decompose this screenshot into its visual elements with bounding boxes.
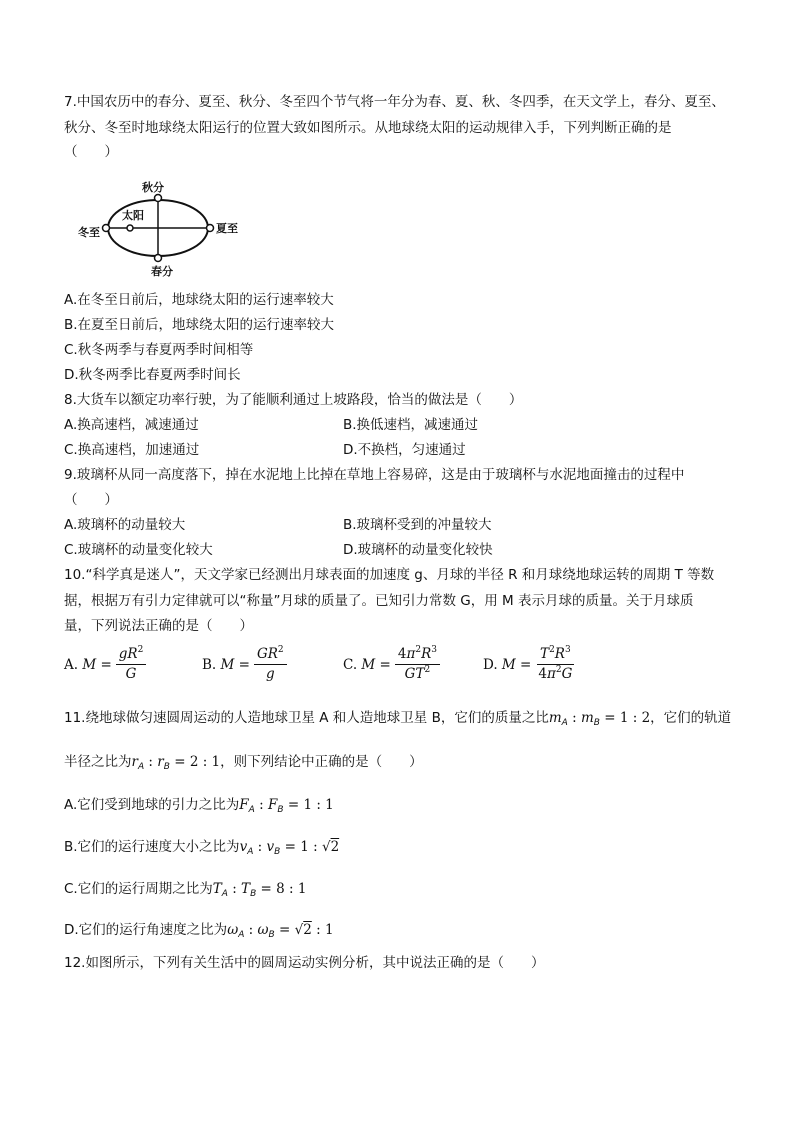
q11-stem-line1-text: 11.绕地球做匀速圆周运动的人造地球卫星 A 和人造地球卫星 B，它们的质量之比 [64,710,549,726]
q12-stem: 12.如图所示，下列有关生活中的圆周运动实例分析，其中说法正确的是（ ） [64,955,545,971]
q7-stem-line1: 7.中国农历中的春分、夏至、秋分、冬至四个节气将一年分为春、夏、秋、冬四季，在天文学上，春分、夏至、 [64,94,725,110]
orbit-svg [70,178,270,278]
q11-stem-line1-tail: ，它们的轨道 [650,710,732,726]
label-sun: 太阳 [122,209,144,222]
q10-a-fraction: $\frac{gR^2}{G}$ [116,646,147,683]
label-summer: 夏至 [216,222,238,235]
q10-stem-line3: 量，下列说法正确的是（ ） [64,618,253,634]
q8-stem: 8.大货车以额定功率行驶，为了能顺利通过上坡路段，恰当的做法是（ ） [64,392,523,408]
q10-d-label: D. [483,656,498,673]
q11-d-text: D.它们的运行角速度之比为 [64,922,228,938]
label-winter: 冬至 [78,226,100,239]
q11-stem-line2: 半径之比为$r_A$ : $r_B = 2$ : 1，则下列结论中正确的是（ ） [64,754,423,772]
q10-b-fraction: $\frac{GR^2}{g}$ [254,646,287,683]
earth-autumn-equinox [155,195,162,202]
earth-spring-equinox [155,255,162,262]
q11-stem-line2-tail: ，则下列结论中正确的是（ ） [220,754,423,770]
label-autumn: 秋分 [142,181,164,194]
q10-b-label: B. [202,656,217,673]
q10-d-fraction: $\frac{T^2R^3}{4\pi^2G}$ [538,645,573,682]
q8-option-b: B.换低速档，减速通过 [343,417,479,433]
q7-option-c: C.秋冬两季与春夏两季时间相等 [64,342,254,358]
q10-stem-line1: 10.“科学真是迷人”，天文学家已经测出月球表面的加速度 g、月球的半径 R 和月球绕地球运转的周期 T 等数 [64,567,715,583]
q7-option-b: B.在夏至日前后，地球绕太阳的运行速率较大 [64,317,335,333]
q7-stem-line2: 秋分、冬至时地球绕太阳运行的位置大致如图所示。从地球绕太阳的运动规律入手，下列判断正确的是 [64,120,672,136]
q11-a-text: A.它们受到地球的引力之比为 [64,797,240,813]
q11-option-c: C.它们的运行周期之比为$T_A$ : $T_B = 8$ : 1 [64,881,307,899]
q8-option-c: C.换高速档，加速通过 [64,442,200,458]
q10-a-label: A. [64,656,79,673]
q11-c-text: C.它们的运行周期之比为 [64,881,213,897]
earth-summer-solstice [207,225,214,232]
q10-option-d: D. M = $\frac{T^2R^3}{4\pi^2G}$ [483,646,575,683]
q7-stem-line3: （ ） [64,144,118,160]
q11-option-b: B.它们的运行速度大小之比为$v_A$ : $v_B = 1$ : √2 [64,839,340,857]
orbit-diagram [70,178,270,278]
q9-option-b: B.玻璃杯受到的冲量较大 [343,517,492,533]
q11-option-a: A.它们受到地球的引力之比为$F_A$ : $F_B = 1$ : 1 [64,797,334,815]
sun-marker [127,225,133,231]
q7-option-a: A.在冬至日前后，地球绕太阳的运行速率较大 [64,292,334,308]
q9-stem-line2: （ ） [64,492,118,508]
q10-c-fraction: $\frac{4\pi^2R^3}{GT^2}$ [395,646,440,683]
q10-stem-line2: 据，根据万有引力定律就可以“称量”月球的质量了。已知引力常数 G，用 M 表示月球的质量。关于月球质 [64,593,694,609]
q10-option-a: A. M = $\frac{gR^2}{G}$ [64,646,146,683]
q9-option-c: C.玻璃杯的动量变化较大 [64,542,213,558]
q10-option-b: B. M = $\frac{GR^2}{g}$ [202,646,287,683]
q11-option-d: D.它们的运行角速度之比为$\omega_A$ : $\omega_B = √2$ : 1 [64,922,334,940]
q9-option-d: D.玻璃杯的动量变化较快 [343,542,493,558]
q10-c-label: C. [343,656,358,673]
q9-stem-line1: 9.玻璃杯从同一高度落下，掉在水泥地上比掉在草地上容易碎，这是由于玻璃杯与水泥地面撞击的过程中 [64,467,685,483]
q8-option-a: A.换高速档，减速通过 [64,417,199,433]
q11-stem-line1: 11.绕地球做匀速圆周运动的人造地球卫星 A 和人造地球卫星 B，它们的质量之比$m_A$ : $m_B = 1$ : 2，它们的轨道 [64,710,732,728]
earth-winter-solstice [103,225,110,232]
q11-stem-line2-text: 半径之比为 [64,754,132,770]
q11-b-text: B.它们的运行速度大小之比为 [64,839,240,855]
q10-option-c: C. M = $\frac{4\pi^2R^3}{GT^2}$ [343,646,440,683]
q9-option-a: A.玻璃杯的动量较大 [64,517,186,533]
label-spring: 春分 [151,265,173,278]
q8-option-d: D.不换档，匀速通过 [343,442,466,458]
q7-option-d: D.秋冬两季比春夏两季时间长 [64,367,241,383]
